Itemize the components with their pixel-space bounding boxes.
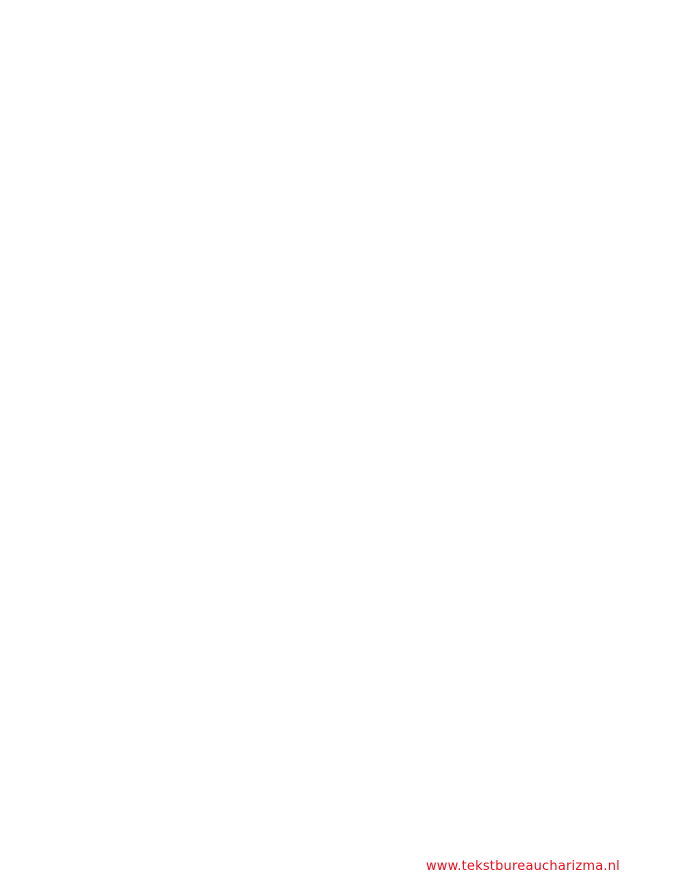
footer-website-link[interactable]: www.tekstbureaucharizma.nl xyxy=(425,859,620,874)
